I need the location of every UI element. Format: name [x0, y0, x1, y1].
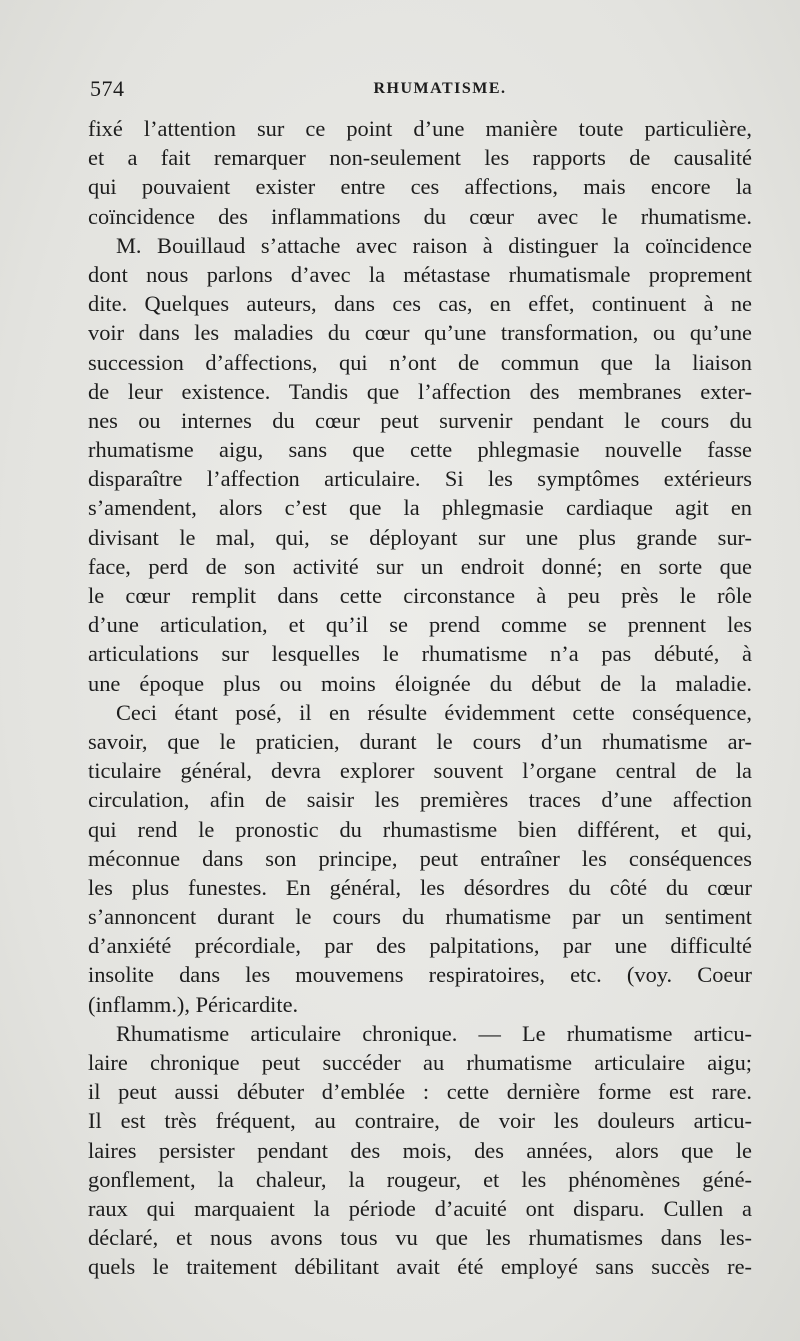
text-line: insolite dans les mouvemens respiratoires, etc. (voy. Coeur: [88, 962, 752, 988]
text-line: nes ou internes du cœur peut survenir pendant le cours du: [88, 407, 752, 433]
page-header: [90, 76, 750, 102]
text-line: face, perd de son activité sur un endroit donné; en sorte que: [88, 553, 752, 579]
text-line: (inflamm.), Péricardite.: [88, 991, 299, 1017]
paragraph-start-line: Ceci étant posé, il en résulte évidemment cette conséquence,: [116, 699, 752, 725]
page-number: 574: [90, 76, 125, 101]
text-line: divisant le mal, qui, se déployant sur une plus grande sur-: [88, 524, 752, 550]
text-line: le cœur remplit dans cette circonstance à peu près le rôle: [88, 583, 752, 608]
text-line: laires persister pendant des mois, des années, alors que le: [88, 1137, 752, 1163]
text-line: raux qui marquaient la période d’acuité ont disparu. Cullen a: [88, 1195, 752, 1221]
text-line: circulation, afin de saisir les premières traces d’une affection: [88, 787, 752, 813]
text-line: dont nous parlons d’avec la métastase rhumatismale proprement: [88, 261, 752, 287]
paragraph-start-line: M. Bouillaud s’attache avec raison à distinguer la coïncidence: [116, 232, 752, 258]
text-line: coïncidence des inflammations du cœur avec le rhumatisme.: [88, 203, 752, 229]
text-line: les plus funestes. En général, les désordres du côté du cœur: [88, 874, 752, 900]
text-line: il peut aussi débuter d’emblée : cette dernière forme est rare.: [88, 1079, 752, 1105]
body-text: [88, 114, 752, 1282]
text-line: méconnue dans son principe, peut entraîner les conséquences: [88, 845, 752, 871]
text-line: déclaré, et nous avons tous vu que les rhumatismes dans les-: [88, 1225, 752, 1251]
text-line: quels le traitement débilitant avait été employé sans succès re-: [88, 1254, 752, 1280]
text-line: d’anxiété précordiale, par des palpitations, par une difficulté: [88, 933, 752, 959]
text-line: gonflement, la chaleur, la rougeur, et les phénomènes géné-: [88, 1166, 752, 1192]
text-line: Il est très fréquent, au contraire, de voir les douleurs articu-: [88, 1108, 752, 1134]
text-line: disparaître l’affection articulaire. Si les symptômes extérieurs: [88, 466, 752, 492]
text-line: succession d’affections, qui n’ont de commun que la liaison: [88, 349, 752, 375]
text-line: qui pouvaient exister entre ces affections, mais encore la: [88, 174, 752, 200]
text-line: voir dans les maladies du cœur qu’une transformation, ou qu’une: [88, 320, 752, 346]
text-line: ticulaire général, devra explorer souvent l’organe central de la: [88, 758, 752, 784]
text-line: rhumatisme aigu, sans que cette phlegmasie nouvelle fasse: [88, 437, 752, 463]
text-line: d’une articulation, et qu’il se prend comme se prennent les: [88, 612, 752, 638]
text-line: une époque plus ou moins éloignée du début de la maladie.: [88, 670, 752, 696]
text-line: fixé l’attention sur ce point d’une manière toute particulière,: [88, 116, 752, 141]
text-line: de leur existence. Tandis que l’affection des membranes exter-: [88, 378, 752, 404]
text-line: dite. Quelques auteurs, dans ces cas, en effet, continuent à ne: [88, 291, 752, 317]
section-heading-line: Rhumatisme articulaire chronique. — Le rhumatisme articu-: [116, 1020, 752, 1046]
text-line: s’annoncent durant le cours du rhumatisme par un sentiment: [88, 904, 752, 930]
text-line: laire chronique peut succéder au rhumatisme articulaire aigu;: [88, 1050, 752, 1075]
running-head: RHUMATISME.: [373, 80, 507, 97]
text-line: qui rend le pronostic du rhumastisme bien différent, et qui,: [88, 816, 752, 842]
text-line: et a fait remarquer non-seulement les rapports de causalité: [88, 145, 752, 171]
text-line: articulations sur lesquelles le rhumatisme n’a pas débuté, à: [88, 641, 752, 667]
text-line: s’amendent, alors c’est que la phlegmasie cardiaque agit en: [88, 495, 752, 521]
text-line: savoir, que le praticien, durant le cours d’un rhumatisme ar-: [88, 728, 752, 754]
